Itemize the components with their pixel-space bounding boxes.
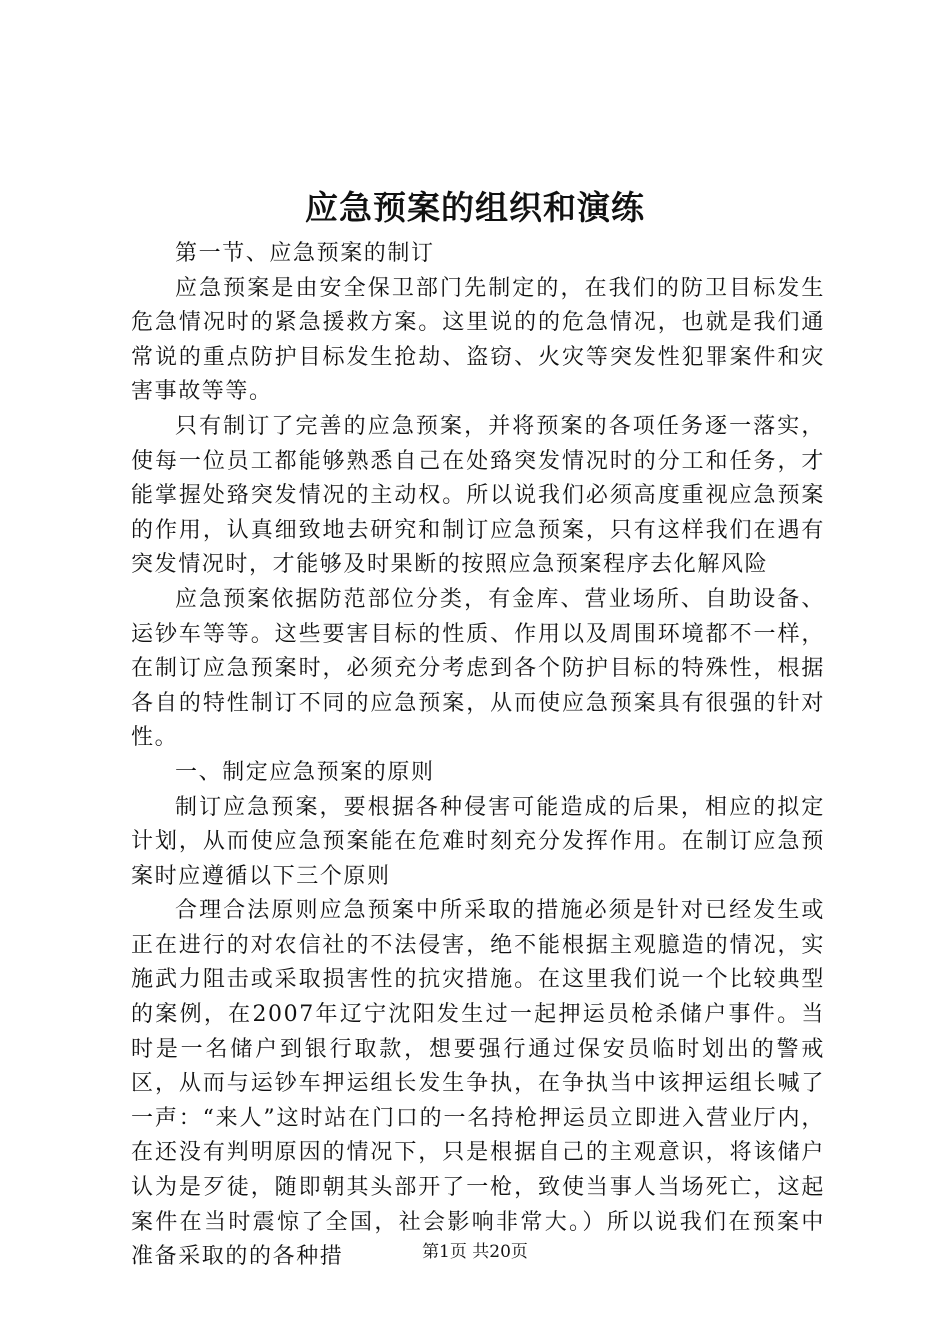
body-paragraph: 合理合法原则应急预案中所采取的措施必须是针对已经发生或正在进行的对农信社的不法侵害，绝不能根据主观臆造的情况，实施武力阻击或采取损害性的抗灾措施。在这里我们说一个比较典型的案例，在2007年辽宁沈阳发生过一起押运员枪杀储户事件。当时是一名储户到银行取款，想要强行通过保安员临时划出的警戒区，从而与运钞车押运组长发生争执，在争执当中该押运组长喊了一声：“来人”这时站在门口的一名持枪押运员立即进入营业厅内，在还没有判明原因的情况下，只是根据自己的主观意识，将该储户认为是歹徒，随即朝其头部开了一枪，致使当事人当场死亡，这起案件在当时震惊了全国，社会影响非常大。）所以说我们在预案中准备采取的的各种措	[131, 898, 825, 1270]
section-heading: 第一节、应急预案的制订	[175, 241, 435, 266]
page-footer: 第1页 共20页	[422, 1242, 528, 1262]
body-paragraph: 只有制订了完善的应急预案，并将预案的各项任务逐一落实，使每一位员工都能够熟悉自己在处臵突发情况时的分工和任务，才能掌握处臵突发情况的主动权。所以说我们必须高度重视应急预案的作用，认真细致地去研究和制订应急预案，只有这样我们在遇有突发情况时，才能够及时果断的按照应急预案程序去化解风险	[131, 413, 825, 578]
document-body	[131, 237, 825, 1275]
body-paragraph: 应急预案依据防范部位分类，有金库、营业场所、自助设备、运钞车等等。这些要害目标的性质、作用以及周围环境都不一样，在制订应急预案时，必须充分考虑到各个防护目标的特殊性，根据各自的特性制订不同的应急预案，从而使应急预案具有很强的针对性。	[131, 586, 825, 751]
body-paragraph: 制订应急预案，要根据各种侵害可能造成的后果，相应的拟定计划，从而使应急预案能在危难时刻充分发挥作用。在制订应急预案时应遵循以下三个原则	[131, 794, 825, 889]
document-title: 应急预案的组织和演练	[305, 188, 645, 227]
subsection-heading: 一、制定应急预案的原则	[175, 759, 435, 785]
body-paragraph: 应急预案是由安全保卫部门先制定的，在我们的防卫目标发生危急情况时的紧急援救方案。这里说的的危急情况，也就是我们通常说的重点防护目标发生抢劫、盗窃、火灾等突发性犯罪案件和灾害事故等等。	[131, 275, 825, 405]
